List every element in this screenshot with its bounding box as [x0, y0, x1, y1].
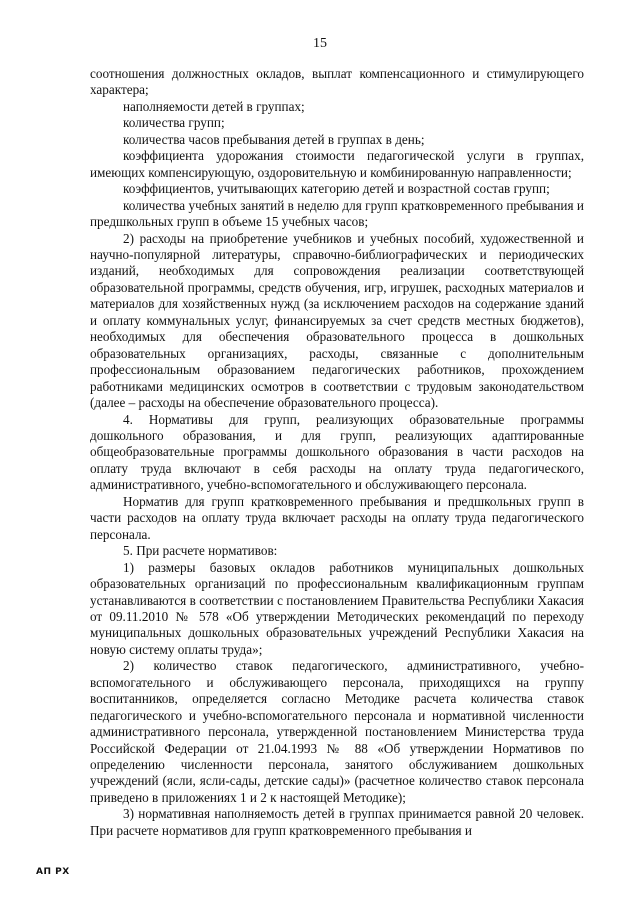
- paragraph-expenses-2: 2) расходы на приобретение учебников и учебных пособий, художественной и научно-популярной литературы, справочно-библиографических и периодических изданий, необходимых для сопровождения реализации соответствующей образовательной программы, средств обучения, игр, игрушек, расходных материалов и материалов для хозяйственных нужд (за исключением расходов на содержание зданий и оплату коммунальных услуг, финансируемых за счет средств местных бюджетов), необходимых для обеспечения образовательного процесса в дошкольных образовательных организациях, расходы, связанные с дополнительным профессиональным образованием педагогических работников, прохождением работниками медицинских осмотров в соответствии с трудовым законодательством (далее – расходы на обеспечение образовательного процесса).: [90, 230, 584, 411]
- paragraph-short-stay-norm: Норматив для групп кратковременного пребывания и предшкольных групп в части расходов на оплату труда включает расходы на оплату труда педагогического персонала.: [90, 493, 584, 542]
- list-item-category-coefficients: коэффициентов, учитывающих категорию детей и возрастной состав групп;: [123, 181, 550, 197]
- footer-stamp: АП РХ: [36, 867, 70, 877]
- list-item-group-occupancy: наполняемости детей в группах;: [123, 98, 305, 114]
- page-number: 15: [313, 36, 327, 51]
- list-item-cost-coefficient: коэффициента удорожания стоимости педагогической услуги в группах, имеющих компенсирующую, оздоровительную и комбинированную направленности;: [90, 148, 584, 180]
- document-body: [90, 66, 584, 839]
- paragraph-item-2: 2) количество ставок педагогического, административного, учебно-вспомогательного и обслуживающего персонала, приходящихся на группу воспитанников, определяется согласно Методике расчета количества ставок педагогического и учебно-вспомогательного персонала и нормативной численности административного персонала, утвержденной постановлением Министерства труда Российской Федерации от 21.04.1993 № 88 «Об утверждении Нормативов по определению численности персонала, занятого обслуживанием дошкольных учреждений (ясли, ясли-сады, детские сады)» (расчетное количество ставок персонала приведено в приложениях 1 и 2 к настоящей Методике);: [90, 658, 584, 805]
- paragraph-section-4: 4. Нормативы для групп, реализующих образовательные программы дошкольного образования, и для групп, реализующих адаптированные общеобразовательные программы дошкольного образования в части расходов на оплату труда включают в себя расходы на оплату труда педагогического, административного, учебно-вспомогательного и обслуживающего персонала.: [90, 411, 584, 493]
- paragraph-item-1: 1) размеры базовых окладов работников муниципальных дошкольных образовательных организаций по профессиональным квалификационным группам устанавливаются в соответствии с постановлением Правительства Республики Хакасия от 09.11.2010 № 578 «Об утверждении Методических рекомендаций по переходу муниципальных дошкольных образовательных учреждений Республики Хакасия на новую систему оплаты труда»;: [90, 559, 584, 657]
- list-item-lessons-count: количества учебных занятий в неделю для групп кратковременного пребывания и предшкольных групп в объеме 15 учебных часов;: [90, 197, 584, 230]
- paragraph-salary-ratio: соотношения должностных окладов, выплат компенсационного и стимулирующего характера;: [90, 66, 584, 98]
- paragraph-item-3: 3) нормативная наполняемость детей в группах принимается равной 20 человек. При расчете нормативов для групп кратковременного пребывания и: [90, 806, 584, 838]
- list-item-hours-count: количества часов пребывания детей в группах в день;: [123, 131, 425, 147]
- paragraph-section-5: 5. При расчете нормативов:: [123, 543, 278, 559]
- list-item-group-count: количества групп;: [123, 115, 225, 131]
